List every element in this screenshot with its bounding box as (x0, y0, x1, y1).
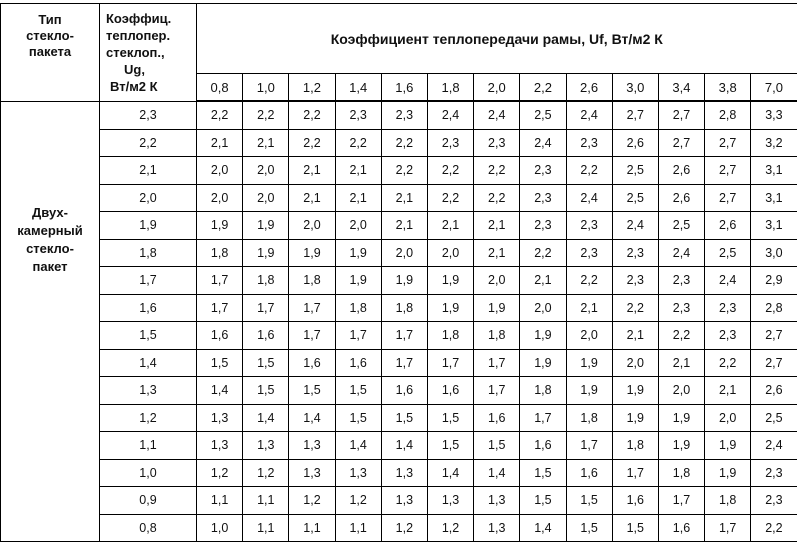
u-value-cell: 2,3 (520, 184, 566, 212)
u-value-cell: 1,0 (197, 514, 243, 542)
u-value-cell: 1,6 (197, 322, 243, 350)
u-value-cell: 2,9 (751, 267, 797, 295)
u-value-cell: 2,5 (612, 157, 658, 185)
u-value-cell: 1,9 (658, 404, 704, 432)
u-value-cell: 2,6 (751, 377, 797, 405)
u-value-cell: 2,1 (381, 184, 427, 212)
table-row (1, 514, 797, 542)
u-value-cell: 1,3 (381, 459, 427, 487)
u-value-cell: 1,5 (612, 514, 658, 542)
u-value-cell: 1,8 (474, 322, 520, 350)
ug-value-cell: 1,9 (100, 212, 197, 240)
u-value-cell: 2,1 (474, 212, 520, 240)
ug-value-cell: 2,0 (100, 184, 197, 212)
u-value-cell: 2,1 (243, 129, 289, 157)
ug-value-cell: 1,7 (100, 267, 197, 295)
ug-value-cell: 2,2 (100, 129, 197, 157)
u-value-cell: 1,2 (381, 514, 427, 542)
u-value-cell: 2,0 (658, 377, 704, 405)
u-value-cell: 1,9 (335, 267, 381, 295)
u-value-cell: 1,4 (474, 459, 520, 487)
u-value-cell: 2,3 (705, 294, 751, 322)
u-value-cell: 2,0 (335, 212, 381, 240)
u-value-cell: 1,1 (335, 514, 381, 542)
u-value-cell: 3,0 (751, 239, 797, 267)
u-value-cell: 2,5 (612, 184, 658, 212)
u-value-cell: 2,2 (658, 322, 704, 350)
u-value-cell: 2,1 (705, 377, 751, 405)
u-value-cell: 1,7 (474, 377, 520, 405)
u-value-cell: 2,7 (658, 101, 704, 129)
uf-value-header: 1,6 (381, 74, 427, 102)
u-value-cell: 2,5 (658, 212, 704, 240)
u-value-cell: 1,2 (335, 487, 381, 515)
u-value-cell: 2,6 (612, 129, 658, 157)
uf-value-header: 2,0 (474, 74, 520, 102)
u-value-cell: 1,3 (381, 487, 427, 515)
u-value-cell: 2,7 (705, 184, 751, 212)
u-value-cell: 1,6 (243, 322, 289, 350)
u-value-cell: 1,6 (427, 377, 473, 405)
table-row (1, 459, 797, 487)
ug-header-line: Ug, (124, 61, 145, 77)
u-value-cell: 1,5 (474, 432, 520, 460)
table-body (1, 4, 797, 542)
ug-header-line: Коэффиц. (106, 10, 172, 26)
u-value-cell: 2,2 (381, 129, 427, 157)
u-value-cell: 1,7 (520, 404, 566, 432)
u-value-cell: 1,2 (243, 459, 289, 487)
ug-value-cell: 0,8 (100, 514, 197, 542)
u-value-cell: 2,3 (751, 487, 797, 515)
u-value-cell: 2,3 (566, 239, 612, 267)
ug-value-cell: 1,5 (100, 322, 197, 350)
u-value-cell: 2,7 (751, 349, 797, 377)
glass-type-header-line: пакета (28, 44, 72, 59)
u-value-cell: 1,2 (427, 514, 473, 542)
table-row (1, 101, 797, 129)
u-value-cell: 2,3 (751, 459, 797, 487)
uf-value-header: 3,8 (705, 74, 751, 102)
u-value-cell: 1,6 (520, 432, 566, 460)
u-value-cell: 2,0 (289, 212, 335, 240)
u-value-cell: 1,9 (243, 212, 289, 240)
u-value-cell: 2,0 (427, 239, 473, 267)
u-value-cell: 1,9 (289, 239, 335, 267)
u-value-cell: 2,7 (658, 129, 704, 157)
u-value-cell: 2,2 (243, 101, 289, 129)
u-value-cell: 2,0 (474, 267, 520, 295)
u-value-cell: 2,3 (566, 129, 612, 157)
u-value-cell: 1,6 (289, 349, 335, 377)
ug-value-cell: 1,0 (100, 459, 197, 487)
u-value-cell: 1,5 (289, 377, 335, 405)
u-value-cell: 2,1 (197, 129, 243, 157)
uf-value-header: 1,0 (243, 74, 289, 102)
thermal-transmittance-table (0, 3, 797, 542)
u-value-cell: 1,5 (427, 404, 473, 432)
uf-value-header: 3,0 (612, 74, 658, 102)
table-row (1, 349, 797, 377)
u-value-cell: 1,2 (197, 459, 243, 487)
u-value-cell: 2,3 (520, 212, 566, 240)
glass-type-line: стекло- (26, 240, 74, 256)
table-row (1, 487, 797, 515)
u-value-cell: 3,3 (751, 101, 797, 129)
uf-value-header: 3,4 (658, 74, 704, 102)
u-value-cell: 1,8 (289, 267, 335, 295)
u-value-cell: 1,3 (335, 459, 381, 487)
u-value-cell: 1,7 (197, 294, 243, 322)
u-value-cell: 1,3 (474, 487, 520, 515)
u-value-cell: 1,7 (243, 294, 289, 322)
uf-value-header: 2,6 (566, 74, 612, 102)
u-value-cell: 2,0 (566, 322, 612, 350)
ug-header-line: теплопер. (106, 27, 171, 43)
u-value-cell: 2,5 (520, 101, 566, 129)
u-value-cell: 1,8 (197, 239, 243, 267)
uf-value-header: 1,2 (289, 74, 335, 102)
u-value-cell: 1,7 (289, 322, 335, 350)
u-value-cell: 2,3 (520, 157, 566, 185)
glass-type-header (1, 4, 100, 102)
u-value-cell: 2,7 (751, 322, 797, 350)
u-value-cell: 2,2 (612, 294, 658, 322)
u-value-cell: 1,4 (289, 404, 335, 432)
u-value-cell: 2,2 (197, 101, 243, 129)
u-value-cell: 1,9 (474, 294, 520, 322)
u-value-cell: 1,8 (566, 404, 612, 432)
u-value-cell: 2,4 (705, 267, 751, 295)
u-value-cell: 2,2 (566, 157, 612, 185)
uf-value-header: 0,8 (197, 74, 243, 102)
glass-type-cell (1, 101, 100, 542)
u-value-cell: 2,2 (289, 129, 335, 157)
u-value-cell: 2,3 (381, 101, 427, 129)
u-value-cell: 1,8 (381, 294, 427, 322)
u-value-cell: 1,9 (612, 404, 658, 432)
u-value-cell: 2,8 (705, 101, 751, 129)
u-value-cell: 2,3 (658, 267, 704, 295)
table-row (1, 322, 797, 350)
u-value-cell: 1,5 (243, 377, 289, 405)
u-value-cell: 1,4 (243, 404, 289, 432)
u-value-cell: 2,4 (612, 212, 658, 240)
u-value-cell: 2,3 (566, 212, 612, 240)
u-value-cell: 2,2 (474, 157, 520, 185)
u-value-cell: 2,1 (520, 267, 566, 295)
u-value-cell: 2,1 (381, 212, 427, 240)
glass-type-line: пакет (32, 258, 68, 274)
u-value-cell: 1,3 (197, 432, 243, 460)
u-value-cell: 1,9 (520, 349, 566, 377)
u-value-cell: 1,9 (658, 432, 704, 460)
u-value-cell: 2,3 (335, 101, 381, 129)
glass-type-header-line: Тип (38, 12, 62, 27)
u-value-cell: 1,5 (197, 349, 243, 377)
u-value-cell: 2,2 (751, 514, 797, 542)
u-value-cell: 1,3 (197, 404, 243, 432)
uf-value-header: 7,0 (751, 74, 797, 102)
u-value-cell: 1,5 (381, 404, 427, 432)
u-value-cell: 2,4 (520, 129, 566, 157)
u-value-cell: 1,9 (705, 432, 751, 460)
table-row (1, 294, 797, 322)
ug-value-cell: 1,1 (100, 432, 197, 460)
u-value-cell: 1,5 (427, 432, 473, 460)
u-value-cell: 1,8 (612, 432, 658, 460)
u-value-cell: 2,4 (658, 239, 704, 267)
u-value-cell: 2,0 (381, 239, 427, 267)
u-value-cell: 2,2 (474, 184, 520, 212)
u-value-cell: 1,5 (520, 487, 566, 515)
u-value-cell: 2,6 (658, 157, 704, 185)
u-value-cell: 1,3 (289, 459, 335, 487)
u-value-cell: 1,6 (566, 459, 612, 487)
u-value-cell: 1,1 (197, 487, 243, 515)
u-value-cell: 1,7 (335, 322, 381, 350)
u-value-cell: 2,3 (612, 239, 658, 267)
table-row (1, 184, 797, 212)
u-value-cell: 1,9 (427, 294, 473, 322)
header-row-title (1, 4, 797, 74)
u-value-cell: 1,7 (381, 349, 427, 377)
u-value-cell: 1,1 (243, 514, 289, 542)
u-value-cell: 1,7 (197, 267, 243, 295)
u-value-cell: 2,6 (705, 212, 751, 240)
u-value-cell: 1,7 (658, 487, 704, 515)
u-value-cell: 2,3 (705, 322, 751, 350)
u-value-cell: 1,6 (474, 404, 520, 432)
u-value-cell: 1,5 (566, 514, 612, 542)
u-value-cell: 1,6 (335, 349, 381, 377)
u-value-cell: 1,5 (566, 487, 612, 515)
table-row (1, 404, 797, 432)
uf-value-header: 1,8 (427, 74, 473, 102)
u-value-cell: 2,5 (705, 239, 751, 267)
u-value-cell: 1,7 (705, 514, 751, 542)
u-value-cell: 2,1 (612, 322, 658, 350)
u-value-cell: 3,1 (751, 212, 797, 240)
u-value-cell: 1,5 (335, 404, 381, 432)
u-value-cell: 1,9 (243, 239, 289, 267)
u-value-cell: 1,3 (427, 487, 473, 515)
u-value-cell: 2,4 (751, 432, 797, 460)
u-value-cell: 2,2 (381, 157, 427, 185)
u-value-cell: 1,4 (427, 459, 473, 487)
u-value-cell: 2,1 (474, 239, 520, 267)
u-value-cell: 1,7 (566, 432, 612, 460)
u-value-cell: 2,1 (335, 184, 381, 212)
u-value-cell: 2,0 (243, 184, 289, 212)
u-value-cell: 3,2 (751, 129, 797, 157)
ug-header-line: стеклоп., (106, 44, 165, 60)
u-value-cell: 1,8 (243, 267, 289, 295)
u-value-cell: 1,8 (520, 377, 566, 405)
u-value-cell: 1,9 (566, 377, 612, 405)
u-value-cell: 1,9 (335, 239, 381, 267)
u-value-cell: 2,4 (566, 101, 612, 129)
table-row (1, 267, 797, 295)
ug-header-line: Вт/м2 К (110, 78, 158, 94)
u-value-cell: 1,9 (381, 267, 427, 295)
u-value-cell: 1,8 (705, 487, 751, 515)
u-value-cell: 2,1 (566, 294, 612, 322)
u-value-cell: 2,0 (612, 349, 658, 377)
u-value-cell: 1,9 (612, 377, 658, 405)
u-value-cell: 2,0 (705, 404, 751, 432)
u-value-cell: 1,9 (197, 212, 243, 240)
u-value-cell: 2,4 (427, 101, 473, 129)
u-value-cell: 2,8 (751, 294, 797, 322)
u-value-cell: 1,6 (612, 487, 658, 515)
ug-header (100, 4, 197, 102)
u-value-cell: 1,1 (243, 487, 289, 515)
u-value-cell: 2,4 (566, 184, 612, 212)
u-value-cell: 2,2 (289, 101, 335, 129)
ug-value-cell: 1,8 (100, 239, 197, 267)
ug-value-cell: 2,1 (100, 157, 197, 185)
u-value-cell: 3,1 (751, 157, 797, 185)
ug-value-cell: 0,9 (100, 487, 197, 515)
u-value-cell: 1,9 (520, 322, 566, 350)
u-value-cell: 2,3 (658, 294, 704, 322)
u-value-cell: 2,1 (289, 157, 335, 185)
u-value-cell: 1,7 (289, 294, 335, 322)
table-title: Коэффициент теплопередачи рамы, Uf, Вт/м2 К (197, 4, 797, 74)
table-row (1, 157, 797, 185)
u-value-cell: 2,3 (612, 267, 658, 295)
ug-value-cell: 1,6 (100, 294, 197, 322)
u-value-cell: 2,0 (520, 294, 566, 322)
u-value-cell: 2,1 (658, 349, 704, 377)
u-value-cell: 2,1 (335, 157, 381, 185)
u-value-cell: 2,7 (705, 129, 751, 157)
glass-type-line: Двух- (32, 204, 68, 220)
u-value-cell: 2,7 (612, 101, 658, 129)
u-value-cell: 2,2 (335, 129, 381, 157)
u-value-cell: 1,3 (474, 514, 520, 542)
u-value-cell: 1,8 (427, 322, 473, 350)
u-value-cell: 2,2 (566, 267, 612, 295)
u-value-cell: 2,1 (427, 212, 473, 240)
u-value-cell: 1,7 (474, 349, 520, 377)
ug-value-cell: 1,4 (100, 349, 197, 377)
ug-value-cell: 2,3 (100, 101, 197, 129)
u-value-cell: 1,4 (520, 514, 566, 542)
u-value-cell: 1,9 (705, 459, 751, 487)
table-row (1, 129, 797, 157)
u-value-cell: 2,7 (705, 157, 751, 185)
u-value-cell: 1,9 (566, 349, 612, 377)
u-value-cell: 1,7 (612, 459, 658, 487)
u-value-cell: 2,0 (197, 184, 243, 212)
u-value-cell: 1,8 (335, 294, 381, 322)
table-row (1, 212, 797, 240)
u-value-cell: 1,2 (289, 487, 335, 515)
u-value-cell: 1,7 (381, 322, 427, 350)
table-row (1, 239, 797, 267)
u-value-cell: 1,6 (658, 514, 704, 542)
u-value-cell: 2,2 (520, 239, 566, 267)
ug-value-cell: 1,3 (100, 377, 197, 405)
u-value-cell: 2,3 (427, 129, 473, 157)
glass-type-header-line: стекло- (26, 28, 74, 43)
glass-type-line: камерный (17, 222, 83, 238)
u-value-cell: 1,8 (658, 459, 704, 487)
uf-value-header: 1,4 (335, 74, 381, 102)
u-value-cell: 1,4 (381, 432, 427, 460)
u-value-cell: 1,4 (197, 377, 243, 405)
u-value-cell: 2,0 (243, 157, 289, 185)
u-value-cell: 1,5 (243, 349, 289, 377)
u-value-cell: 1,6 (381, 377, 427, 405)
u-value-cell: 3,1 (751, 184, 797, 212)
u-value-cell: 2,1 (289, 184, 335, 212)
u-value-cell: 2,5 (751, 404, 797, 432)
u-value-cell: 1,3 (243, 432, 289, 460)
u-value-cell: 1,5 (335, 377, 381, 405)
table-row (1, 377, 797, 405)
uf-value-header: 2,2 (520, 74, 566, 102)
ug-value-cell: 1,2 (100, 404, 197, 432)
u-value-cell: 1,1 (289, 514, 335, 542)
u-value-cell: 2,0 (197, 157, 243, 185)
u-value-cell: 1,5 (520, 459, 566, 487)
u-value-cell: 2,2 (427, 157, 473, 185)
u-value-cell: 2,6 (658, 184, 704, 212)
u-value-cell: 2,2 (705, 349, 751, 377)
u-value-cell: 1,7 (427, 349, 473, 377)
u-value-cell: 2,4 (474, 101, 520, 129)
u-value-cell: 2,2 (427, 184, 473, 212)
u-value-cell: 1,3 (289, 432, 335, 460)
u-value-cell: 1,9 (427, 267, 473, 295)
u-value-cell: 2,3 (474, 129, 520, 157)
table-row (1, 432, 797, 460)
u-value-cell: 1,4 (335, 432, 381, 460)
